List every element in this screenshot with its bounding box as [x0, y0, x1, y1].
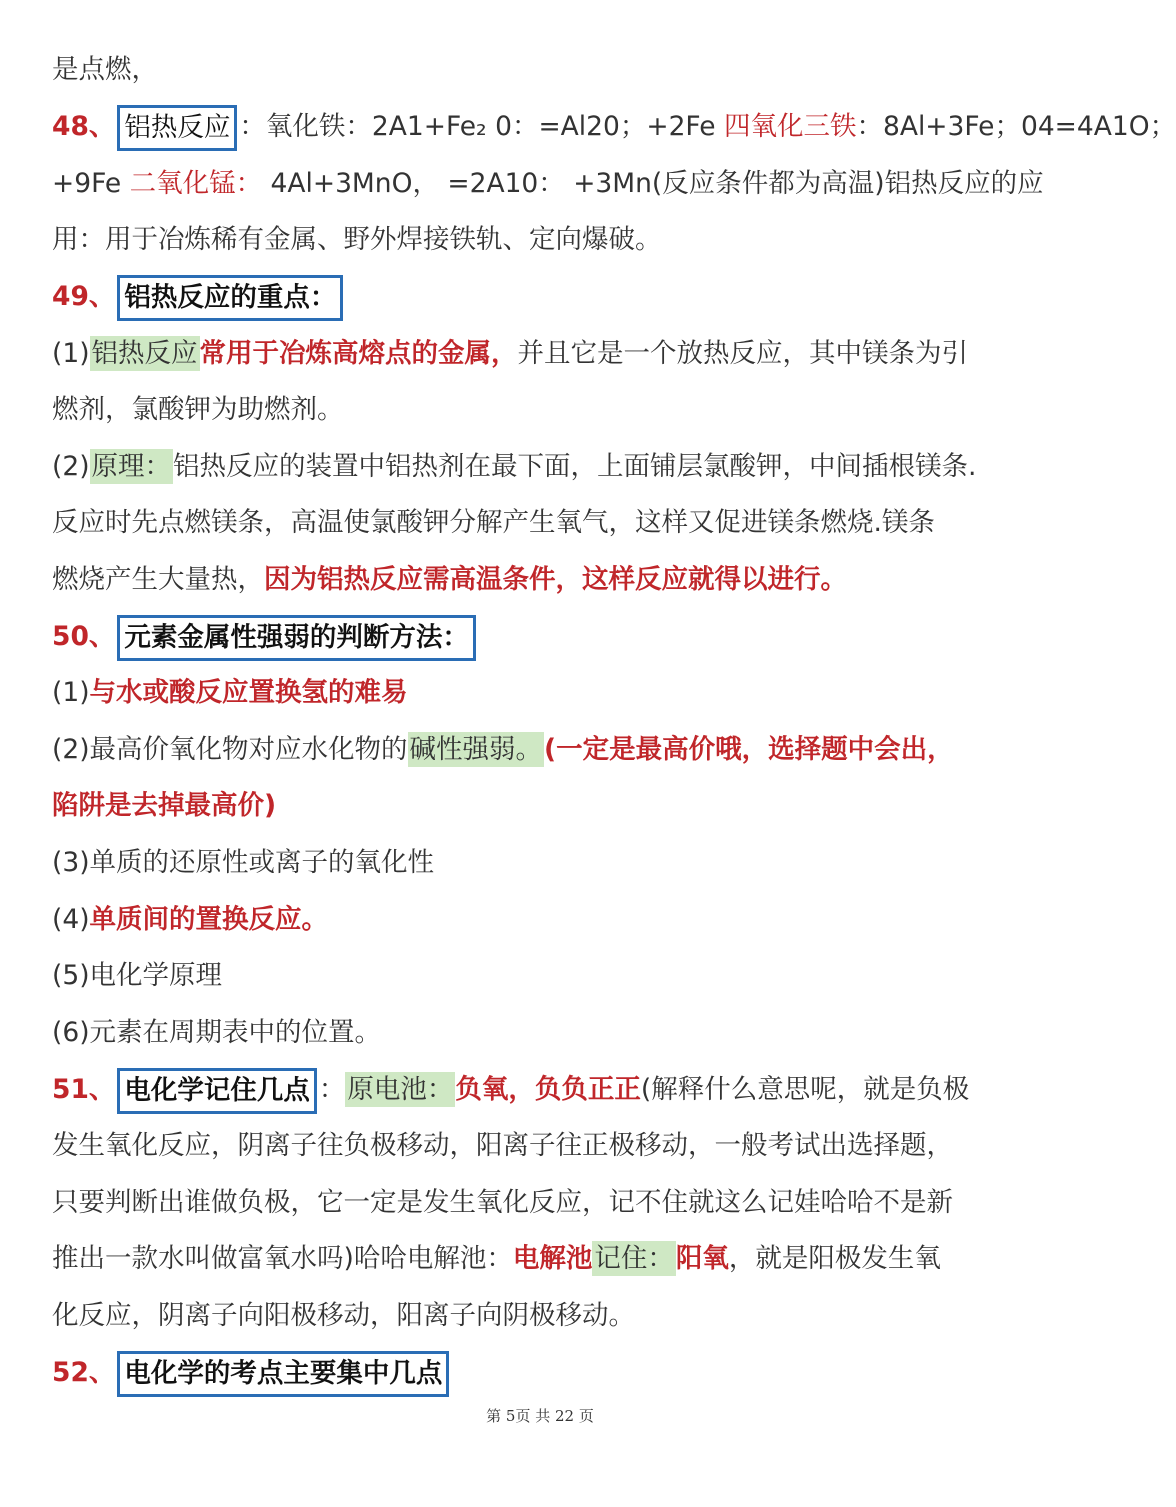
- q49-p2-rest: 铝热反应的装置中铝热剂在最下面，上面铺层氯酸钾，中间插根镁条.: [173, 451, 977, 482]
- q50-item-2: [52, 722, 1032, 778]
- q48-text-1: ：氧化铁：2A1+Fe₂ 0：=Al20；+2Fe: [239, 111, 724, 142]
- q51-line-1: [52, 1062, 1032, 1118]
- q50-heading: [52, 609, 1032, 665]
- q50-item4-prefix: (4): [52, 904, 90, 935]
- q49-number: 49、: [52, 281, 116, 312]
- q51-line4-red-2: 阳氧: [675, 1243, 729, 1274]
- q48-title-box: 铝热反应: [117, 105, 237, 151]
- q48-line-1: [52, 99, 1176, 155]
- q50-item2-line2-red: 陷阱是去掉最高价): [52, 790, 277, 821]
- q51-line5-text: 化反应，阴离子向阳极移动，阳离子向阴极移动。: [52, 1300, 635, 1331]
- q49-p1-rest: 并且它是一个放热反应，其中镁条为引: [517, 338, 969, 369]
- q48-text-2: ：8Al+3Fe；04=4A1O；: [856, 111, 1176, 142]
- q50-item3-text: (3)单质的还原性或离子的氧化性: [52, 847, 435, 878]
- q50-item2-red: (一定是最高价哦，选择题中会出，: [544, 734, 954, 765]
- q51-line4-red: 电解池: [512, 1243, 593, 1274]
- q51-highlight-1: 原电池：: [347, 1074, 454, 1105]
- q48-text-5: 用：用于冶炼稀有金属、野外焊接铁轨、定向爆破。: [52, 224, 662, 255]
- q50-item4-red: 单质间的置换反应。: [89, 904, 329, 935]
- q49-p2-line-2: [52, 495, 1032, 551]
- q50-item5-text: (5)电化学原理: [52, 960, 223, 991]
- q51-line-2: [52, 1118, 1032, 1174]
- q51-line2-text: 发生氧化反应，阴离子往负极移动，阳离子往正极移动，一般考试出选择题，: [52, 1130, 953, 1161]
- intro-text: 是点燃，: [52, 54, 158, 85]
- q49-title-box: 铝热反应的重点：: [117, 275, 343, 321]
- q50-number: 50、: [52, 621, 116, 652]
- q51-rest-1: (解释什么意思呢，就是负极: [640, 1074, 970, 1105]
- q50-item-4: [52, 892, 1032, 948]
- q49-p2-line3-text: 燃烧产生大量热，: [52, 564, 264, 595]
- q49-p1-line2-text: 燃剂，氯酸钾为助燃剂。: [52, 394, 344, 425]
- q48-line-3: [52, 212, 1032, 268]
- q49-p2-line2-text: 反应时先点燃镁条，高温使氯酸钾分解产生氧气，这样又促进镁条燃烧.镁条: [52, 507, 935, 538]
- q51-red-1: 负氧，负负正正: [455, 1074, 641, 1105]
- q49-p2-highlight: 原理：: [91, 451, 172, 482]
- q50-item-3: [52, 835, 1032, 891]
- q49-p1-line-1: [52, 326, 1032, 382]
- q51-line-4: [52, 1231, 1032, 1287]
- intro-line: [52, 42, 1032, 98]
- q48-line-2: [52, 156, 1044, 212]
- q51-line4-text-a: 推出一款水叫做富氧水吗)哈哈电解池：: [52, 1243, 513, 1274]
- q51-title-box: 电化学记住几点: [117, 1068, 317, 1114]
- q51-colon: ：: [318, 1074, 346, 1105]
- q48-red-1: 四氧化三铁: [723, 111, 857, 142]
- q48-text-3: +9Fe: [52, 168, 130, 199]
- q48-text-4: 4Al+3MnO， =2A10： +3Mn(反应条件都为高温)铝热反应的应: [262, 168, 1044, 199]
- q52-number: 52、: [52, 1357, 116, 1388]
- q49-p1-prefix: (1): [52, 338, 90, 369]
- q50-item-1: [52, 665, 1032, 721]
- q50-title-box: 元素金属性强弱的判断方法：: [117, 615, 476, 661]
- q51-line3-text: 只要判断出谁做负极，它一定是发生氧化反应，记不住就这么记娃哈哈不是新: [52, 1187, 953, 1218]
- q50-item2-prefix: (2)最高价氧化物对应水化物的: [52, 734, 408, 765]
- page-footer: 第 5页 共 22 页: [486, 1407, 594, 1425]
- q50-item1-red: 与水或酸反应置换氢的难易: [89, 677, 408, 708]
- q48-number: 48、: [52, 111, 116, 142]
- q51-line-3: [52, 1175, 1032, 1231]
- q50-item2-highlight: 碱性强弱。: [409, 734, 543, 765]
- q50-item-6: [52, 1005, 1032, 1061]
- q51-line-5: [52, 1288, 1032, 1344]
- q50-item1-prefix: (1): [52, 677, 90, 708]
- q51-line4-highlight: 记住：: [594, 1243, 674, 1274]
- q49-heading: [52, 269, 1032, 325]
- q48-red-2: 二氧化锰：: [129, 168, 263, 199]
- q49-p2-line-1: [52, 439, 1032, 495]
- q49-p2-line-3: [52, 552, 1032, 608]
- q51-number: 51、: [52, 1074, 116, 1105]
- q51-line4-text-b: ，就是阳极发生氧: [728, 1243, 941, 1274]
- q50-item-2-line-2: [52, 778, 1032, 834]
- q49-p1-line-2: [52, 382, 1032, 438]
- q52-title-box: 电化学的考点主要集中几点: [117, 1351, 449, 1397]
- q49-p2-line3-red: 因为铝热反应需高温条件，这样反应就得以进行。: [264, 564, 847, 595]
- q49-p1-red: 常用于冶炼高熔点的金属，: [199, 338, 518, 369]
- q52-heading: [52, 1345, 1032, 1401]
- q49-p2-prefix: (2): [52, 451, 90, 482]
- q49-p1-highlight: 铝热反应: [91, 338, 198, 369]
- q50-item6-text: (6)元素在周期表中的位置。: [52, 1017, 382, 1048]
- q50-item-5: [52, 948, 1032, 1004]
